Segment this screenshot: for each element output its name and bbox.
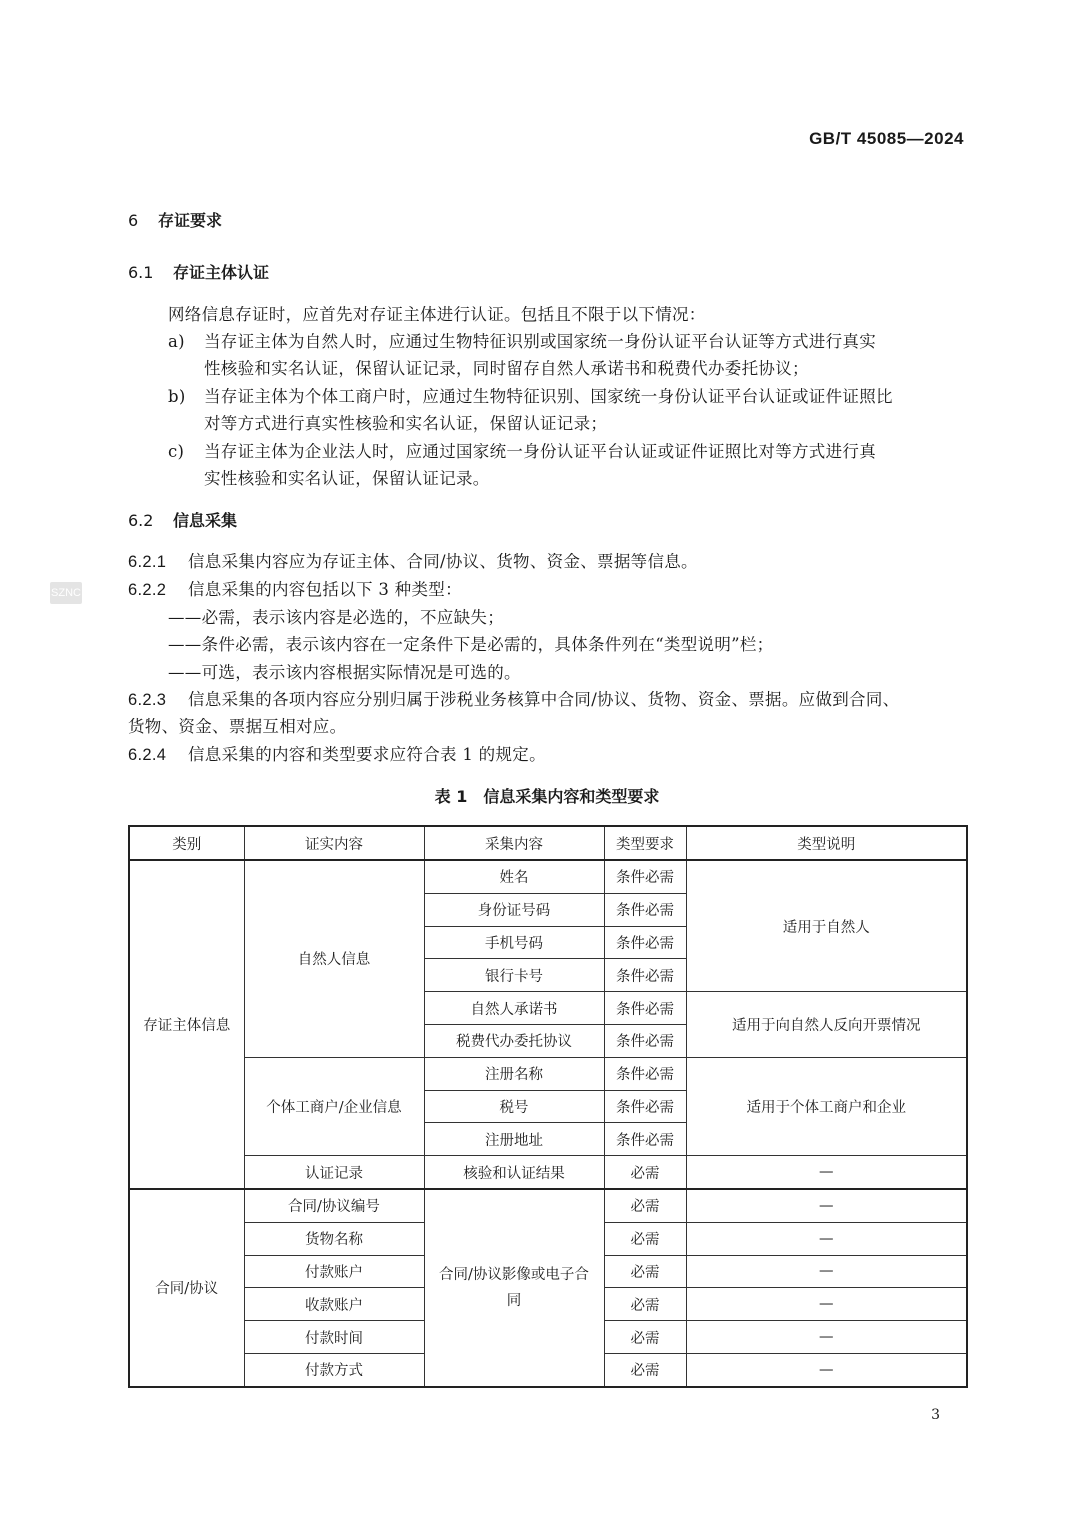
- note-cell: —: [686, 1288, 967, 1321]
- collect-cell: 核验和认证结果: [424, 1156, 604, 1189]
- clause-text: 信息采集的各项内容应分别归属于涉税业务核算中合同/协议、货物、资金、票据。应做到合同、: [188, 690, 900, 709]
- type-cell: 条件必需: [604, 1057, 686, 1090]
- table-row: [129, 1057, 967, 1090]
- note-cell: 适用于个体工商户和企业: [686, 1057, 967, 1155]
- clause-text: 信息采集的内容和类型要求应符合表 1 的规定。: [188, 745, 546, 764]
- collect-cell: 注册地址: [424, 1123, 604, 1156]
- note-cell: —: [686, 1321, 967, 1354]
- list-item-c: [168, 438, 876, 462]
- info-collection-table: [128, 825, 968, 1388]
- list-item-b-cont: 对等方式进行真实性核验和实名认证，保留认证记录；: [204, 414, 608, 433]
- table-caption: 表 1 信息采集内容和类型要求: [434, 787, 660, 806]
- evidence-cell: 合同/协议编号: [244, 1189, 424, 1222]
- collect-cell: 银行卡号: [424, 959, 604, 992]
- note-cell: —: [686, 1156, 967, 1189]
- evidence-cell: 付款方式: [244, 1353, 424, 1386]
- clause-number: 6.2.4: [128, 746, 167, 764]
- list-item-a-cont: 性核验和实名认证，保留认证记录，同时留存自然人承诺书和税费代办委托协议；: [204, 359, 809, 378]
- evidence-cell: 收款账户: [244, 1288, 424, 1321]
- type-cell: 条件必需: [604, 893, 686, 926]
- collect-cell: 手机号码: [424, 926, 604, 959]
- list-text: 当存证主体为企业法人时，应通过国家统一身份认证平台认证或证件证照比对等方式进行真: [204, 442, 876, 461]
- dash-item-conditional: ——条件必需，表示该内容在一定条件下是必需的，具体条件列在“类型说明”栏；: [168, 635, 774, 654]
- category-cell: 合同/协议: [129, 1189, 244, 1387]
- evidence-cell: 自然人信息: [244, 860, 424, 1057]
- type-cell: 必需: [604, 1222, 686, 1255]
- section-6-1-heading: [128, 260, 269, 283]
- list-item-b: [168, 383, 893, 407]
- clause-6-2-4: [128, 741, 546, 765]
- clause-6-2-3-cont: 货物、资金、票据互相对应。: [128, 717, 347, 736]
- header-collect: 采集内容: [424, 826, 604, 860]
- type-cell: 条件必需: [604, 1123, 686, 1156]
- type-cell: 必需: [604, 1288, 686, 1321]
- clause-6-2-2: [128, 576, 462, 600]
- evidence-cell: 付款账户: [244, 1255, 424, 1288]
- dash-item-optional: ——可选，表示该内容根据实际情况是可选的。: [168, 663, 521, 682]
- section-6-2-heading: [128, 508, 237, 531]
- list-text: 当存证主体为自然人时，应通过生物特征识别或国家统一身份认证平台认证等方式进行真实: [204, 332, 876, 351]
- table-header-row: [129, 826, 967, 860]
- list-item-c-cont: 实性核验和实名认证，保留认证记录。: [204, 469, 490, 488]
- list-text: 当存证主体为个体工商户时，应通过生物特征识别、国家统一身份认证平台认证或证件证照比: [204, 387, 893, 406]
- type-cell: 必需: [604, 1255, 686, 1288]
- table-row: [129, 1156, 967, 1189]
- section-title: 信息采集: [173, 511, 238, 530]
- type-cell: 必需: [604, 1321, 686, 1354]
- note-cell: 适用于自然人: [686, 860, 967, 992]
- section-title: 存证主体认证: [173, 263, 270, 282]
- note-cell: —: [686, 1255, 967, 1288]
- category-cell: 存证主体信息: [129, 860, 244, 1189]
- section-number: 6: [128, 211, 139, 230]
- collect-cell: 合同/协议影像或电子合同: [424, 1189, 604, 1387]
- collect-cell: 身份证号码: [424, 893, 604, 926]
- intro-paragraph: 网络信息存证时，应首先对存证主体进行认证。包括且不限于以下情况：: [168, 305, 706, 324]
- section-number: 6.1: [128, 263, 154, 282]
- clause-number: 6.2.1: [128, 553, 167, 571]
- standard-code: GB/T 45085—2024: [809, 129, 964, 148]
- collect-cell: 税号: [424, 1090, 604, 1123]
- clause-6-2-1: [128, 548, 698, 572]
- type-cell: 条件必需: [604, 992, 686, 1025]
- type-cell: 必需: [604, 1353, 686, 1386]
- clause-number: 6.2.2: [128, 581, 167, 599]
- note-cell: —: [686, 1222, 967, 1255]
- type-cell: 条件必需: [604, 1024, 686, 1057]
- note-cell: —: [686, 1353, 967, 1386]
- header-type-note: 类型说明: [686, 826, 967, 860]
- dash-item-required: ——必需，表示该内容是必选的，不应缺失；: [168, 608, 504, 627]
- evidence-cell: 货物名称: [244, 1222, 424, 1255]
- table-row: [129, 860, 967, 893]
- type-cell: 条件必需: [604, 959, 686, 992]
- note-cell: —: [686, 1189, 967, 1222]
- type-cell: 条件必需: [604, 860, 686, 893]
- type-cell: 条件必需: [604, 926, 686, 959]
- note-cell: 适用于向自然人反向开票情况: [686, 992, 967, 1058]
- section-title: 存证要求: [158, 211, 223, 230]
- header-evidence: 证实内容: [244, 826, 424, 860]
- list-marker: a): [168, 332, 185, 351]
- collect-cell: 税费代办委托协议: [424, 1024, 604, 1057]
- header-category: 类别: [129, 826, 244, 860]
- clause-number: 6.2.3: [128, 691, 167, 709]
- evidence-cell: 认证记录: [244, 1156, 424, 1189]
- header-type-req: 类型要求: [604, 826, 686, 860]
- collect-cell: 自然人承诺书: [424, 992, 604, 1025]
- collect-cell: 姓名: [424, 860, 604, 893]
- list-item-a: [168, 328, 876, 352]
- collect-cell: 注册名称: [424, 1057, 604, 1090]
- table-row: [129, 1189, 967, 1222]
- type-cell: 条件必需: [604, 1090, 686, 1123]
- clause-text: 信息采集内容应为存证主体、合同/协议、货物、资金、票据等信息。: [188, 552, 698, 571]
- page-number: 3: [931, 1407, 940, 1423]
- watermark-logo: SZNC: [50, 582, 82, 604]
- clause-text: 信息采集的内容包括以下 3 种类型：: [188, 580, 462, 599]
- list-marker: c): [168, 442, 185, 461]
- section-number: 6.2: [128, 511, 154, 530]
- list-marker: b): [168, 387, 186, 406]
- evidence-cell: 个体工商户/企业信息: [244, 1057, 424, 1155]
- clause-6-2-3: [128, 686, 899, 710]
- type-cell: 必需: [604, 1156, 686, 1189]
- section-6-heading: [128, 208, 222, 231]
- type-cell: 必需: [604, 1189, 686, 1222]
- evidence-cell: 付款时间: [244, 1321, 424, 1354]
